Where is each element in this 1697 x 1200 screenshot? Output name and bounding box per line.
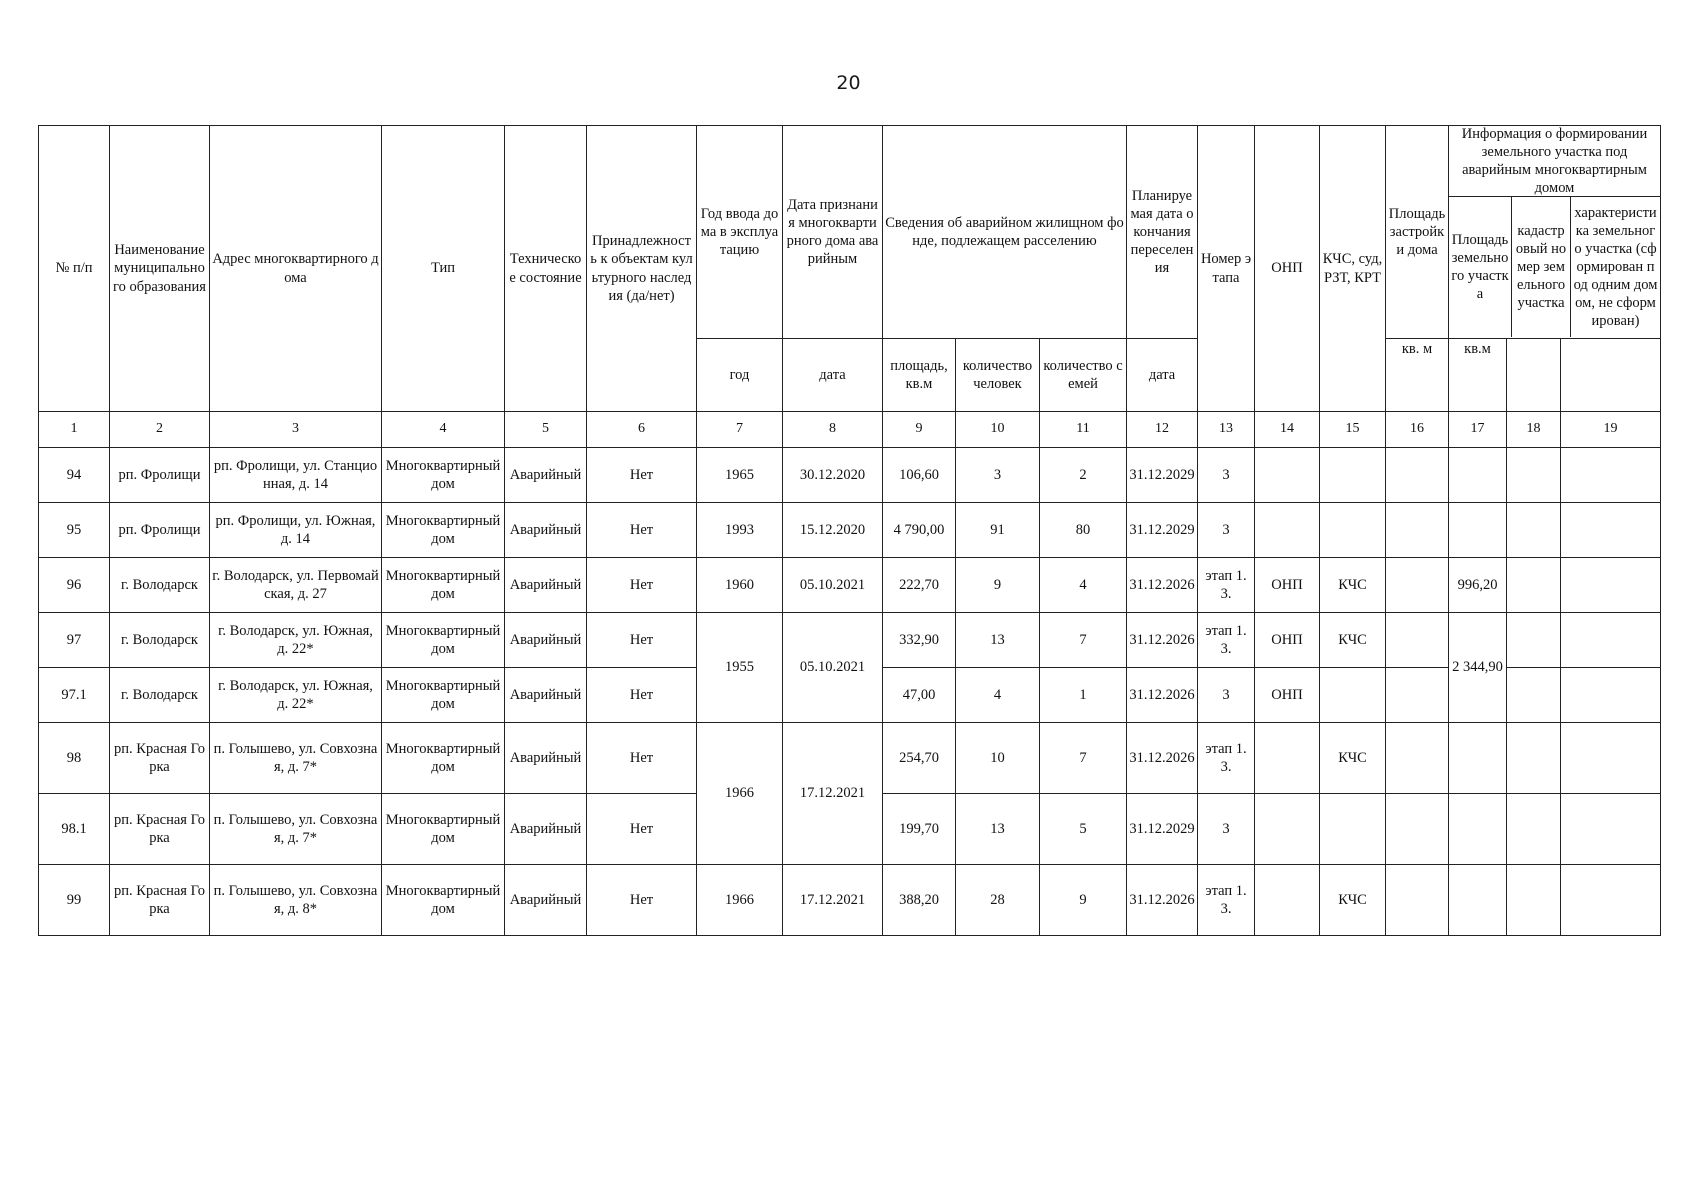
cell-land-area xyxy=(1449,448,1507,503)
cell-stage: этап 1.3. xyxy=(1198,613,1255,668)
cell-num: 99 xyxy=(39,865,110,936)
cell-planned-date: 31.12.2029 xyxy=(1127,448,1198,503)
header-year-commission: Год ввода дома в эксплуатацию xyxy=(697,126,783,339)
cell-num: 95 xyxy=(39,503,110,558)
header-built-area: Площадь застройки дома xyxy=(1386,126,1449,339)
cell-built-area xyxy=(1386,558,1449,613)
cell-cultural: Нет xyxy=(587,865,697,936)
header-land-area: Площадь земельного участка xyxy=(1449,197,1512,337)
cell-land-char xyxy=(1561,503,1661,558)
cell-state: Аварийный xyxy=(505,613,587,668)
cell-planned-date: 31.12.2026 xyxy=(1127,613,1198,668)
cell-cadastral xyxy=(1507,558,1561,613)
table-row xyxy=(39,558,1661,613)
page-number: 20 xyxy=(836,72,861,94)
header-municipality: Наименование муниципального образования xyxy=(110,126,210,412)
cell-cultural: Нет xyxy=(587,794,697,865)
cell-area: 47,00 xyxy=(883,668,956,723)
cell-land-char xyxy=(1561,613,1661,668)
column-number: 9 xyxy=(883,412,956,448)
cell-onp xyxy=(1255,865,1320,936)
cell-kchs: КЧС xyxy=(1320,613,1386,668)
column-number: 2 xyxy=(110,412,210,448)
header-sub-people: количество человек xyxy=(956,339,1040,412)
cell-year: 1955 xyxy=(697,613,783,723)
column-numbers-row xyxy=(39,412,1661,448)
cell-kchs xyxy=(1320,503,1386,558)
cell-type: Многоквартирный дом xyxy=(382,865,505,936)
cell-onp: ОНП xyxy=(1255,668,1320,723)
cell-built-area xyxy=(1386,613,1449,668)
cell-planned-date: 31.12.2029 xyxy=(1127,794,1198,865)
column-number: 18 xyxy=(1507,412,1561,448)
cell-kchs xyxy=(1320,794,1386,865)
cell-state: Аварийный xyxy=(505,503,587,558)
cell-kchs xyxy=(1320,448,1386,503)
cell-families: 1 xyxy=(1040,668,1127,723)
cell-area: 254,70 xyxy=(883,723,956,794)
cell-land-area xyxy=(1449,723,1507,794)
cell-families: 80 xyxy=(1040,503,1127,558)
cell-type: Многоквартирный дом xyxy=(382,613,505,668)
cell-cadastral xyxy=(1507,613,1561,668)
header-emergency-info: Сведения об аварийном жилищном фонде, подлежащем расселению xyxy=(883,126,1127,339)
column-number: 11 xyxy=(1040,412,1127,448)
cell-onp: ОНП xyxy=(1255,613,1320,668)
header-land-char: характеристика земельного участка (сформирован под одним домом, не сформирован) xyxy=(1573,204,1658,330)
cell-planned-date: 31.12.2026 xyxy=(1127,865,1198,936)
table-row xyxy=(39,723,1661,794)
cell-people: 13 xyxy=(956,794,1040,865)
cell-families: 5 xyxy=(1040,794,1127,865)
header-stage: Номер этапа xyxy=(1198,126,1255,412)
header-sub-families: количество семей xyxy=(1040,339,1127,412)
cell-date: 05.10.2021 xyxy=(783,613,883,723)
cell-onp xyxy=(1255,794,1320,865)
header-sub-date: дата xyxy=(783,339,883,412)
table-row xyxy=(39,448,1661,503)
column-number: 19 xyxy=(1561,412,1661,448)
column-number: 14 xyxy=(1255,412,1320,448)
cell-year: 1966 xyxy=(697,865,783,936)
cell-state: Аварийный xyxy=(505,723,587,794)
cell-cadastral xyxy=(1507,865,1561,936)
cell-area: 388,20 xyxy=(883,865,956,936)
cell-type: Многоквартирный дом xyxy=(382,448,505,503)
cell-land-area xyxy=(1449,503,1507,558)
cell-year: 1966 xyxy=(697,723,783,865)
cell-municipality: рп. Красная Горка xyxy=(110,723,210,794)
emergency-housing-table xyxy=(38,125,1661,936)
cell-cadastral xyxy=(1507,448,1561,503)
cell-num: 96 xyxy=(39,558,110,613)
cell-date: 17.12.2021 xyxy=(783,723,883,865)
cell-built-area xyxy=(1386,503,1449,558)
cell-type: Многоквартирный дом xyxy=(382,723,505,794)
cell-type: Многоквартирный дом xyxy=(382,668,505,723)
cell-kchs: КЧС xyxy=(1320,558,1386,613)
header-sub-date2: дата xyxy=(1127,339,1198,412)
header-num: № п/п xyxy=(39,126,110,412)
column-number: 3 xyxy=(210,412,382,448)
cell-onp: ОНП xyxy=(1255,558,1320,613)
column-number: 16 xyxy=(1386,412,1449,448)
header-date-recognized: Дата признания многоквартирного дома аварийным xyxy=(783,126,883,339)
header-sub-empty-19 xyxy=(1561,339,1661,412)
cell-state: Аварийный xyxy=(505,448,587,503)
cell-address: рп. Фролищи, ул. Южная, д. 14 xyxy=(210,503,382,558)
cell-cadastral xyxy=(1507,723,1561,794)
header-tech-state: Техническое состояние xyxy=(505,126,587,412)
cell-date: 17.12.2021 xyxy=(783,865,883,936)
cell-families: 7 xyxy=(1040,723,1127,794)
cell-built-area xyxy=(1386,668,1449,723)
column-number: 10 xyxy=(956,412,1040,448)
header-kchs: КЧС, суд, РЗТ, КРТ xyxy=(1320,126,1386,412)
cell-land-char xyxy=(1561,794,1661,865)
column-number: 15 xyxy=(1320,412,1386,448)
cell-area: 4 790,00 xyxy=(883,503,956,558)
cell-built-area xyxy=(1386,794,1449,865)
cell-address: г. Володарск, ул. Первомайская, д. 27 xyxy=(210,558,382,613)
header-land-info: Информация о формировании земельного участка под аварийным многоквартирным домом xyxy=(1449,126,1660,197)
cell-built-area xyxy=(1386,723,1449,794)
cell-year: 1965 xyxy=(697,448,783,503)
cell-cadastral xyxy=(1507,794,1561,865)
cell-cultural: Нет xyxy=(587,613,697,668)
header-planned-date: Планируемая дата окончания переселения xyxy=(1127,126,1198,339)
cell-num: 97.1 xyxy=(39,668,110,723)
cell-kchs: КЧС xyxy=(1320,723,1386,794)
cell-people: 91 xyxy=(956,503,1040,558)
cell-onp xyxy=(1255,448,1320,503)
cell-people: 3 xyxy=(956,448,1040,503)
cell-cadastral xyxy=(1507,668,1561,723)
column-number: 5 xyxy=(505,412,587,448)
cell-municipality: рп. Фролищи xyxy=(110,503,210,558)
cell-municipality: рп. Красная Горка xyxy=(110,794,210,865)
cell-type: Многоквартирный дом xyxy=(382,794,505,865)
cell-municipality: рп. Красная Горка xyxy=(110,865,210,936)
cell-stage: 3 xyxy=(1198,448,1255,503)
cell-area: 199,70 xyxy=(883,794,956,865)
cell-num: 97 xyxy=(39,613,110,668)
cell-type: Многоквартирный дом xyxy=(382,558,505,613)
column-number: 4 xyxy=(382,412,505,448)
column-number: 7 xyxy=(697,412,783,448)
header-onp: ОНП xyxy=(1255,126,1320,412)
cell-land-area: 996,20 xyxy=(1449,558,1507,613)
cell-kchs: КЧС xyxy=(1320,865,1386,936)
cell-onp xyxy=(1255,503,1320,558)
cell-cultural: Нет xyxy=(587,668,697,723)
cell-planned-date: 31.12.2026 xyxy=(1127,668,1198,723)
table-row xyxy=(39,865,1661,936)
cell-municipality: г. Володарск xyxy=(110,613,210,668)
cell-onp xyxy=(1255,723,1320,794)
header-sub-kvm2: кв.м xyxy=(1449,339,1507,412)
column-number: 17 xyxy=(1449,412,1507,448)
cell-cadastral xyxy=(1507,503,1561,558)
header-type: Тип xyxy=(382,126,505,412)
cell-year: 1960 xyxy=(697,558,783,613)
cell-land-area xyxy=(1449,865,1507,936)
cell-area: 332,90 xyxy=(883,613,956,668)
cell-cultural: Нет xyxy=(587,503,697,558)
cell-kchs xyxy=(1320,668,1386,723)
cell-date: 15.12.2020 xyxy=(783,503,883,558)
column-number: 8 xyxy=(783,412,883,448)
cell-people: 10 xyxy=(956,723,1040,794)
cell-planned-date: 31.12.2029 xyxy=(1127,503,1198,558)
cell-num: 98.1 xyxy=(39,794,110,865)
cell-stage: 3 xyxy=(1198,668,1255,723)
cell-people: 28 xyxy=(956,865,1040,936)
cell-state: Аварийный xyxy=(505,794,587,865)
header-sub-kvm: кв. м xyxy=(1386,339,1449,412)
cell-planned-date: 31.12.2026 xyxy=(1127,723,1198,794)
column-number: 1 xyxy=(39,412,110,448)
cell-families: 7 xyxy=(1040,613,1127,668)
cell-planned-date: 31.12.2026 xyxy=(1127,558,1198,613)
header-sub-year: год xyxy=(697,339,783,412)
cell-municipality: рп. Фролищи xyxy=(110,448,210,503)
cell-address: рп. Фролищи, ул. Станционная, д. 14 xyxy=(210,448,382,503)
cell-date: 30.12.2020 xyxy=(783,448,883,503)
cell-families: 2 xyxy=(1040,448,1127,503)
cell-type: Многоквартирный дом xyxy=(382,503,505,558)
cell-stage: этап 1.3. xyxy=(1198,558,1255,613)
cell-num: 94 xyxy=(39,448,110,503)
cell-state: Аварийный xyxy=(505,668,587,723)
cell-land-char xyxy=(1561,723,1661,794)
cell-built-area xyxy=(1386,448,1449,503)
cell-state: Аварийный xyxy=(505,865,587,936)
cell-area: 222,70 xyxy=(883,558,956,613)
cell-address: п. Голышево, ул. Совхозная, д. 8* xyxy=(210,865,382,936)
cell-year: 1993 xyxy=(697,503,783,558)
column-number: 13 xyxy=(1198,412,1255,448)
cell-cultural: Нет xyxy=(587,558,697,613)
cell-people: 13 xyxy=(956,613,1040,668)
cell-land-char xyxy=(1561,558,1661,613)
cell-municipality: г. Володарск xyxy=(110,668,210,723)
cell-families: 4 xyxy=(1040,558,1127,613)
cell-address: п. Голышево, ул. Совхозная, д. 7* xyxy=(210,723,382,794)
header-sub-area: площадь, кв.м xyxy=(883,339,956,412)
table-row xyxy=(39,503,1661,558)
cell-num: 98 xyxy=(39,723,110,794)
cell-state: Аварийный xyxy=(505,558,587,613)
table-row xyxy=(39,613,1661,668)
cell-address: г. Володарск, ул. Южная, д. 22* xyxy=(210,613,382,668)
cell-land-area xyxy=(1449,794,1507,865)
cell-date: 05.10.2021 xyxy=(783,558,883,613)
cell-stage: этап 1.3. xyxy=(1198,723,1255,794)
header-address: Адрес многоквартирного дома xyxy=(210,126,382,412)
cell-stage: 3 xyxy=(1198,794,1255,865)
cell-families: 9 xyxy=(1040,865,1127,936)
cell-people: 4 xyxy=(956,668,1040,723)
header-cadastral: кадастровый номер земельного участка xyxy=(1512,197,1571,337)
cell-address: г. Володарск, ул. Южная, д. 22* xyxy=(210,668,382,723)
cell-land-char xyxy=(1561,448,1661,503)
column-number: 12 xyxy=(1127,412,1198,448)
cell-land-char xyxy=(1561,865,1661,936)
cell-land-char xyxy=(1561,668,1661,723)
cell-stage: этап 1.3. xyxy=(1198,865,1255,936)
cell-cultural: Нет xyxy=(587,448,697,503)
header-land-info-group xyxy=(1449,126,1661,339)
cell-cultural: Нет xyxy=(587,723,697,794)
header-cultural: Принадлежность к объектам культурного наследия (да/нет) xyxy=(587,126,697,412)
header-sub-empty-18 xyxy=(1507,339,1561,412)
cell-people: 9 xyxy=(956,558,1040,613)
cell-stage: 3 xyxy=(1198,503,1255,558)
column-number: 6 xyxy=(587,412,697,448)
cell-area: 106,60 xyxy=(883,448,956,503)
cell-municipality: г. Володарск xyxy=(110,558,210,613)
cell-address: п. Голышево, ул. Совхозная, д. 7* xyxy=(210,794,382,865)
cell-land-area: 2 344,90 xyxy=(1449,613,1507,723)
cell-built-area xyxy=(1386,865,1449,936)
